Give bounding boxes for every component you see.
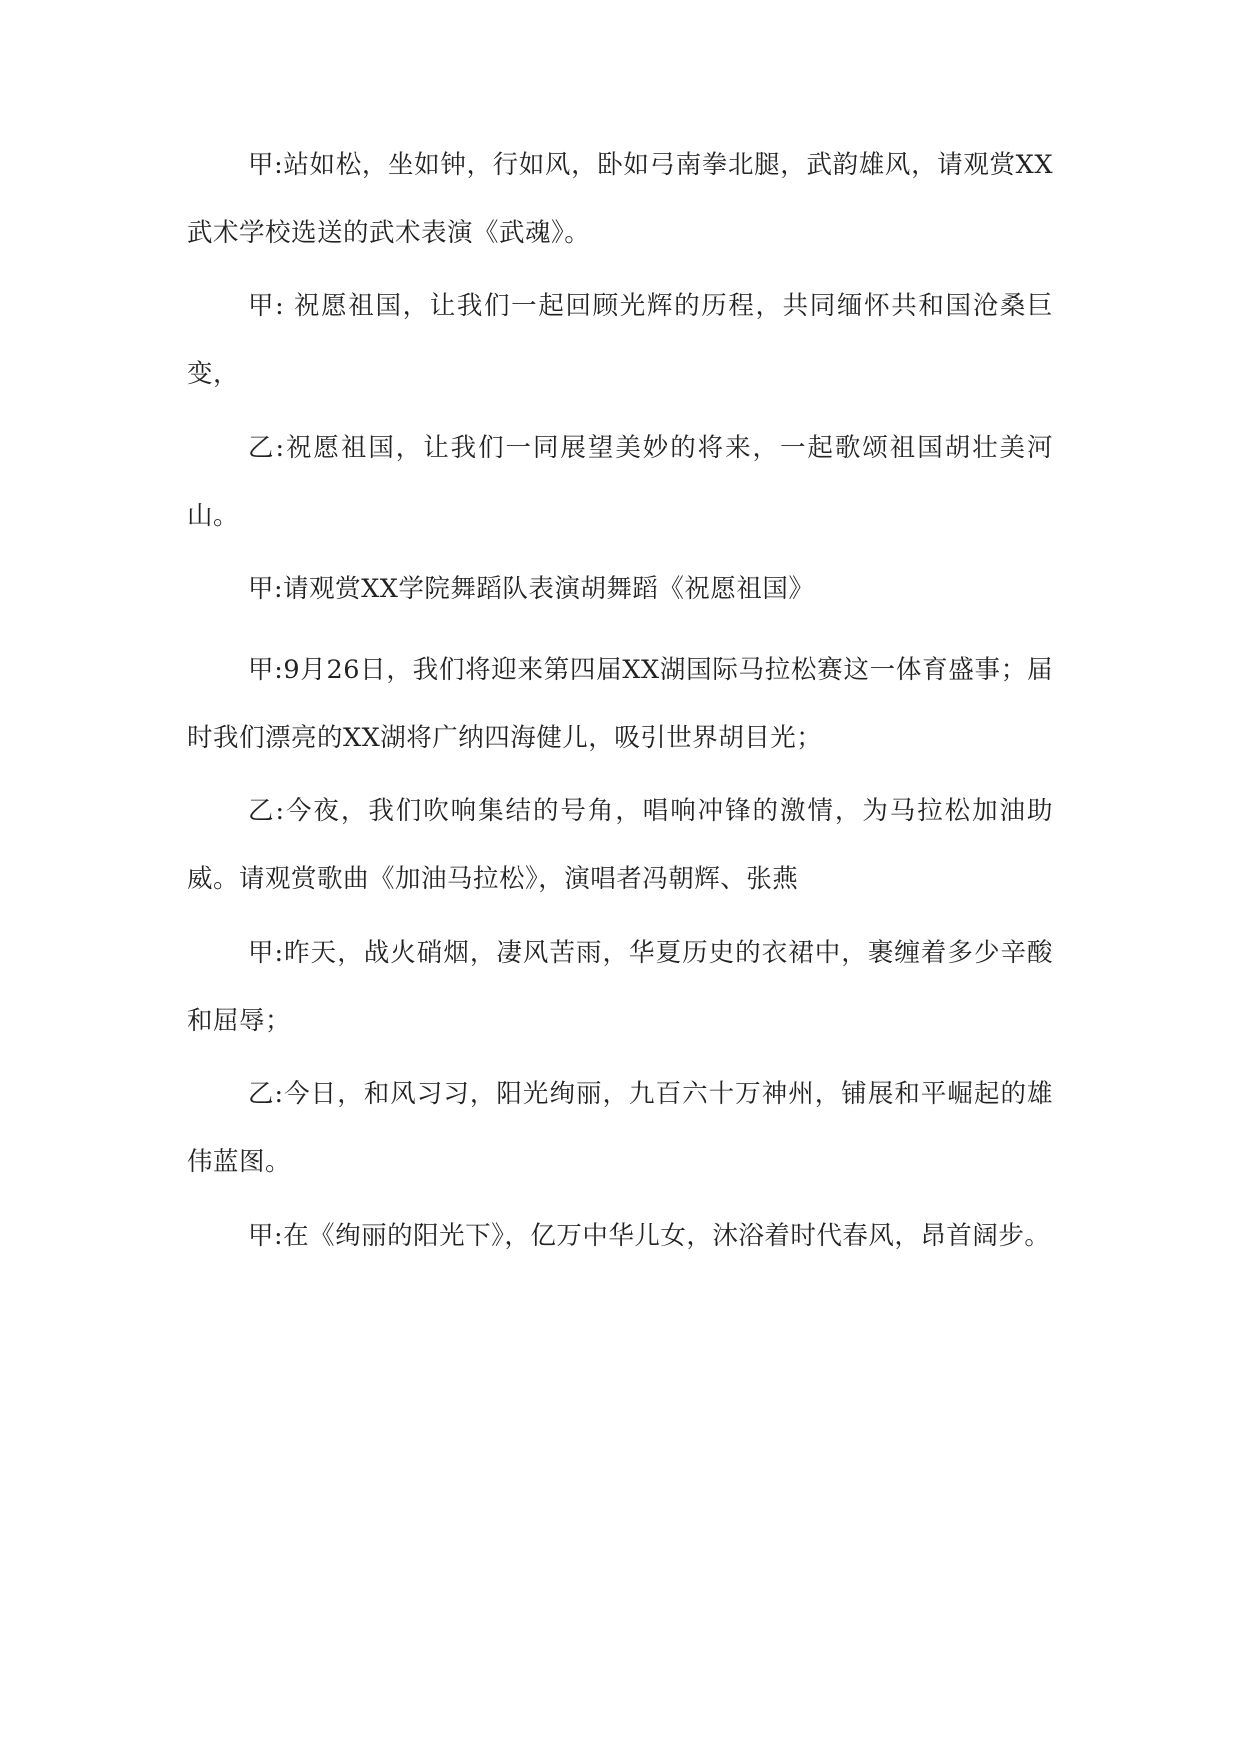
paragraph-8: 乙:今日，和风习习，阳光绚丽，九百六十万神州，铺展和平崛起的雄伟蓝图。: [187, 1079, 1053, 1177]
paragraph-7: 甲:昨天，战火硝烟，凄风苦雨，华夏历史的衣裙中，裹缠着多少辛酸和屈辱；: [187, 938, 1053, 1036]
paragraph-1: 甲:站如松，坐如钟，行如风，卧如弓南拳北腿，武韵雄风，请观赏XX武术学校选送的武术表演《武魂》。: [187, 150, 1053, 248]
paragraph-5: 甲:9月26日，我们将迎来第四届XX湖国际马拉松赛这一体育盛事；届时我们漂亮的XX湖将广纳四海健儿，吸引世界胡目光；: [187, 655, 1053, 753]
paragraph-3: 乙:祝愿祖国，让我们一同展望美妙的将来，一起歌颂祖国胡壮美河山。: [187, 433, 1053, 531]
paragraph-6: 乙:今夜，我们吹响集结的号角，唱响冲锋的激情，为马拉松加油助威。请观赏歌曲《加油马拉松》，演唱者冯朝辉、张燕: [187, 796, 1053, 894]
paragraph-9: 甲:在《绚丽的阳光下》，亿万中华儿女，沐浴着时代春风，昂首阔步。: [248, 1221, 1051, 1251]
paragraph-4: 甲:请观赏XX学院舞蹈队表演胡舞蹈《祝愿祖国》: [248, 574, 815, 604]
paragraph-2: 甲: 祝愿祖国，让我们一起回顾光辉的历程，共同缅怀共和国沧桑巨变，: [187, 291, 1053, 389]
